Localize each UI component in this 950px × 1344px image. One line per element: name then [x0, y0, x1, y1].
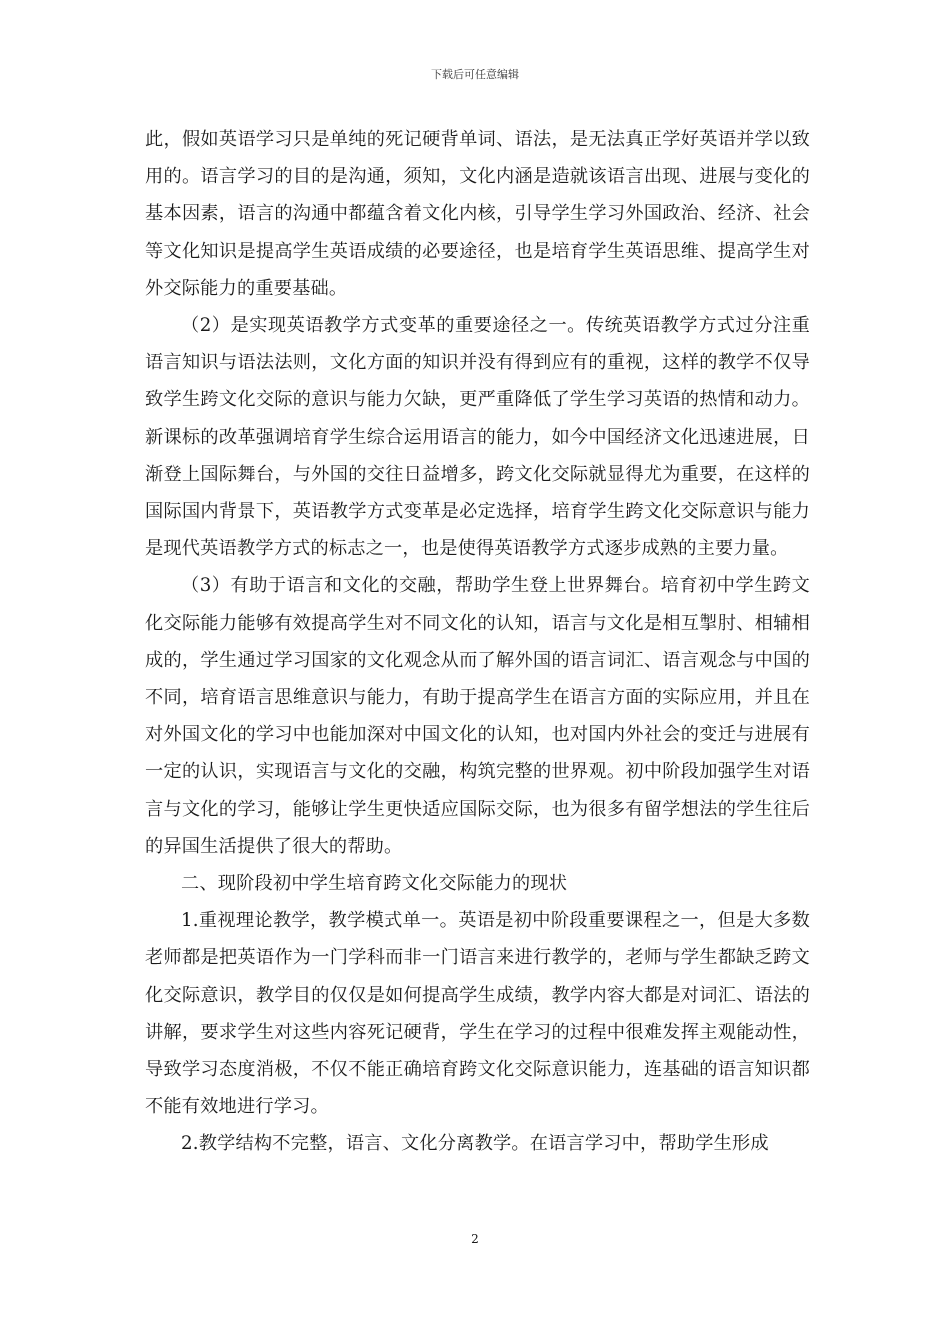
paragraph-point-3: （3）有助于语言和文化的交融，帮助学生登上世界舞台。培育初中学生跨文化交际能力能够有效提高学生对不同文化的认知，语言与文化是相互掣肘、相辅相成的，学生通过学习国家的文化观念从而了解外国的语言词汇、语言观念与中国的不同，培育语言思维意识与能力，有助于提高学生在语言方面的实际应用，并且在对外国文化的学习中也能加深对中国文化的认知，也对国内外社会的变迁与进展有一定的认识，实现语言与文化的交融，构筑完整的世界观。初中阶段加强学生对语言与文化的学习，能够让学生更快适应国际交际，也为很多有留学想法的学生往后的异国生活提供了很大的帮助。	[145, 575, 810, 857]
paragraph-item-2: 2.教学结构不完整，语言、文化分离教学。在语言学习中，帮助学生形成	[181, 1133, 769, 1155]
paragraph-continuation: 此，假如英语学习只是单纯的死记硬背单词、语法，是无法真正学好英语并学以致用的。语言学习的目的是沟通，须知，文化内涵是造就该语言出现、进展与变化的基本因素，语言的沟通中都蕴含着文化内核，引导学生学习外国政治、经济、社会等文化知识是提高学生英语成绩的必要途径，也是培育学生英语思维、提高学生对外交际能力的重要基础。	[145, 129, 810, 299]
paragraph-item-1: 1.重视理论教学，教学模式单一。英语是初中阶段重要课程之一，但是大多数老师都是把英语作为一门学科而非一门语言来进行教学的，老师与学生都缺乏跨文化交际意识，教学目的仅仅是如何提高学生成绩，教学内容大都是对词汇、语法的讲解，要求学生对这些内容死记硬背，学生在学习的过程中很难发挥主观能动性，导致学习态度消极，不仅不能正确培育跨文化交际意识能力，连基础的语言知识都不能有效地进行学习。	[145, 910, 810, 1118]
page-header: 下载后可任意编辑	[431, 68, 519, 81]
paragraph-point-2: （2）是实现英语教学方式变革的重要途径之一。传统英语教学方式过分注重语言知识与语法法则，文化方面的知识并没有得到应有的重视，这样的教学不仅导致学生跨文化交际的意识与能力欠缺，更严重降低了学生学习英语的热情和动力。新课标的改革强调培育学生综合运用语言的能力，如今中国经济文化迅速进展，日渐登上国际舞台，与外国的交往日益增多，跨文化交际就显得尤为重要，在这样的国际国内背景下，英语教学方式变革是必定选择，培育学生跨文化交际意识与能力是现代英语教学方式的标志之一，也是使得英语教学方式逐步成熟的主要力量。	[145, 315, 810, 560]
document-body	[145, 121, 810, 1163]
page-number: 2	[471, 1232, 479, 1246]
section-heading: 二、现阶段初中学生培育跨文化交际能力的现状	[181, 873, 568, 895]
